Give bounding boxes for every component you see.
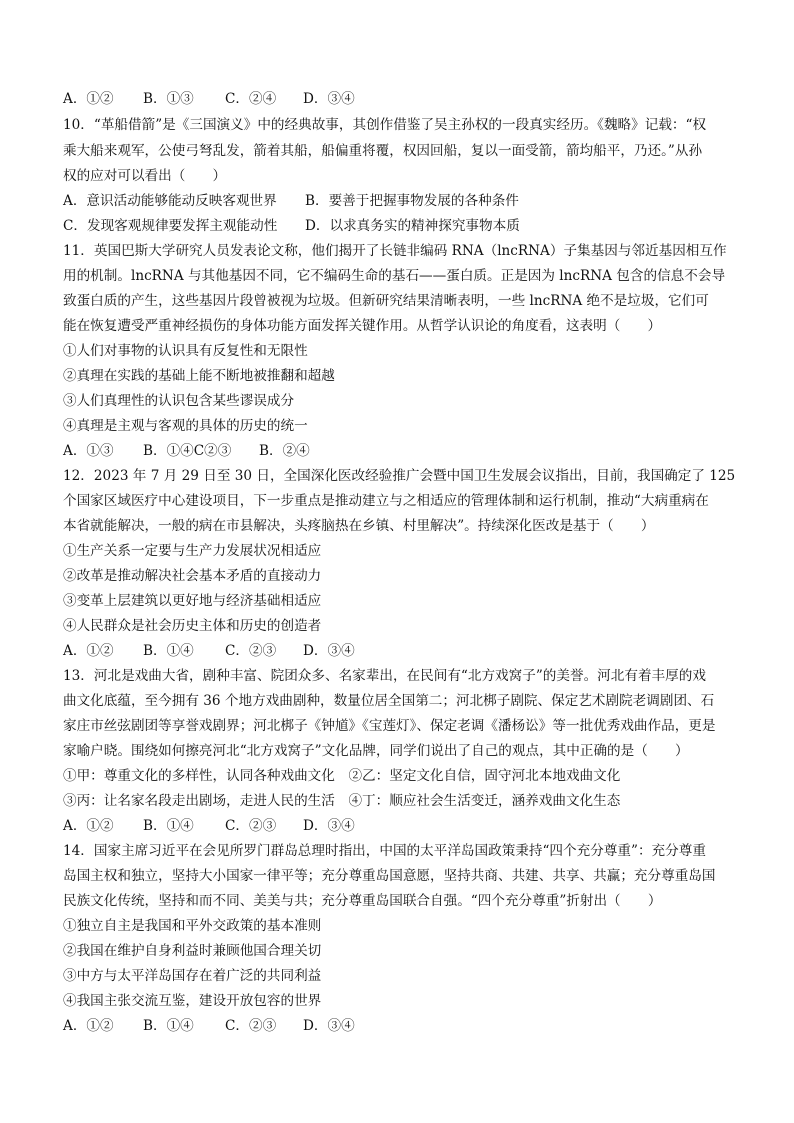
q14-options-row [63, 1017, 355, 1035]
q12-stem-line: 12．2023 年 7 月 29 日至 30 日，全国深化医改经验推广会暨中国卫生发展会议指出，目前，我国确定了 125 [63, 468, 736, 484]
option: B．①④C②③ [143, 443, 232, 459]
q10-stem-line: 权的应对可以看出（ ） [63, 168, 227, 184]
q10-options-row [63, 192, 519, 210]
option: C．发现客观规律要发挥主观能动性 [63, 218, 278, 234]
q11-stem-line: 致蛋白质的产生，这些基因片段曾被视为垃圾。但新研究结果清晰表明，一些 lncRNA 绝不是垃圾，它们可 [63, 293, 709, 309]
option: D．③④ [303, 818, 355, 834]
q11-stem-line: 用的机制。lncRNA 与其他基因不同，它不编码生命的基石——蛋白质。正是因为 lncRNA 包含的信息不会导 [63, 268, 726, 284]
q12-item: ④人民群众是社会历史主体和历史的创造者 [63, 618, 322, 634]
q13-stem-line: 家庄市丝弦剧团等享誉戏剧界；河北梆子《钟馗》《宝莲灯》、保定老调《潘杨讼》等一批优秀戏曲作品，更是 [63, 718, 716, 734]
q13-options-row [63, 817, 355, 835]
q10-stem-line: 乘大船来观军，公使弓弩乱发，箭着其船，船偏重将覆，权因回船，复以一面受箭，箭均船平，乃还。”从孙 [63, 143, 703, 159]
q11-item: ③人们真理性的认识包含某些谬误成分 [63, 393, 295, 409]
option: C．②③ [225, 818, 277, 834]
q10-stem-line: 10．“革船借箭”是《三国演义》中的经典故事，其创作借鉴了吴主孙权的一段真实经历。《魏略》记载：“权 [63, 117, 707, 133]
option: D．③④ [303, 91, 355, 107]
option: B．①④ [143, 1018, 194, 1034]
q13-item: ③丙：让名家名段走出剧场，走进人民的生活 ④丁：顺应社会生活变迁，涵养戏曲文化生态 [63, 793, 621, 809]
q13-stem-line: 曲文化底蕴，至今拥有 36 个地方戏曲剧种，数量位居全国第二；河北梆子剧院、保定艺术剧院老调剧团、石 [63, 693, 715, 709]
option: A．①③ [63, 443, 114, 459]
q13-stem-line: 家喻户晓。围绕如何擦亮河北“北方戏窝子”文化品牌，同学们说出了自己的观点，其中正确的是（ ） [63, 743, 689, 759]
q12-options-row [63, 642, 355, 660]
q14-item: ②我国在维护自身利益时兼顾他国合理关切 [63, 943, 322, 959]
option: B．要善于把握事物发展的各种条件 [305, 193, 519, 209]
option: D．以求真务实的精神探究事物本质 [305, 218, 520, 234]
q10-options-row [63, 217, 520, 235]
option: B．①③ [143, 91, 194, 107]
q14-item: ③中方与太平洋岛国存在着广泛的共同利益 [63, 968, 322, 984]
q12-item: ③变革上层建筑以更好地与经济基础相适应 [63, 593, 322, 609]
q9-options [63, 90, 355, 108]
option: A．①② [63, 91, 114, 107]
q11-stem-line: 能在恢复遭受严重神经损伤的身体功能方面发挥关键作用。从哲学认识论的角度看，这表明（ ） [63, 318, 662, 334]
q14-item: ①独立自主是我国和平外交政策的基本准则 [63, 918, 322, 934]
q11-item: ①人们对事物的认识具有反复性和无限性 [63, 343, 308, 359]
q12-stem-line: 个国家区域医疗中心建设项目，下一步重点是推动建立与之相适应的管理体制和运行机制，推动“大病重病在 [63, 493, 709, 509]
option: A．①② [63, 818, 114, 834]
q12-stem-line: 本省就能解决，一般的病在市县解决，头疼脑热在乡镇、村里解决”。持续深化医改是基于（ ） [63, 518, 655, 534]
option: A．①② [63, 1018, 114, 1034]
option: C．②④ [225, 91, 277, 107]
option: C．②③ [225, 643, 277, 659]
option: B．①④ [143, 643, 194, 659]
q14-item: ④我国主张交流互鉴，建设开放包容的世界 [63, 993, 322, 1009]
q11-options-row [63, 442, 310, 460]
option: D．③④ [303, 1018, 355, 1034]
q11-item: ②真理在实践的基础上能不断地被推翻和超越 [63, 368, 335, 384]
q12-item: ②改革是推动解决社会基本矛盾的直接动力 [63, 568, 322, 584]
q11-stem-line: 11．英国巴斯大学研究人员发表论文称，他们揭开了长链非编码 RNA（lncRNA）子集基因与邻近基因相互作 [63, 243, 727, 259]
option: A．①② [63, 643, 114, 659]
option: B．①④ [143, 818, 194, 834]
q12-item: ①生产关系一定要与生产力发展状况相适应 [63, 543, 322, 559]
q13-stem-line: 13．河北是戏曲大省，剧种丰富、院团众多、名家辈出，在民间有“北方戏窝子”的美誉。河北有着丰厚的戏 [63, 668, 706, 684]
option: D．③④ [303, 643, 355, 659]
option: C．②③ [225, 1018, 277, 1034]
q14-stem-line: 民族文化传统，坚持和而不同、美美与共；充分尊重岛国联合自强。“四个充分尊重”折射出（ ） [63, 893, 662, 909]
q14-stem-line: 岛国主权和独立，坚持大小国家一律平等；充分尊重岛国意愿，坚持共商、共建、共享、共赢；充分尊重岛国 [63, 868, 716, 884]
q13-item: ①甲：尊重文化的多样性，认同各种戏曲文化 ②乙：坚定文化自信，固守河北本地戏曲文化 [63, 768, 621, 784]
q11-item: ④真理是主观与客观的具体的历史的统一 [63, 418, 308, 434]
q14-stem-line: 14．国家主席习近平在会见所罗门群岛总理时指出，中国的太平洋岛国政策秉持“四个充分尊重”：充分尊重 [63, 843, 706, 859]
option: B．②④ [259, 443, 310, 459]
option: A．意识活动能够能动反映客观世界 [63, 193, 277, 209]
